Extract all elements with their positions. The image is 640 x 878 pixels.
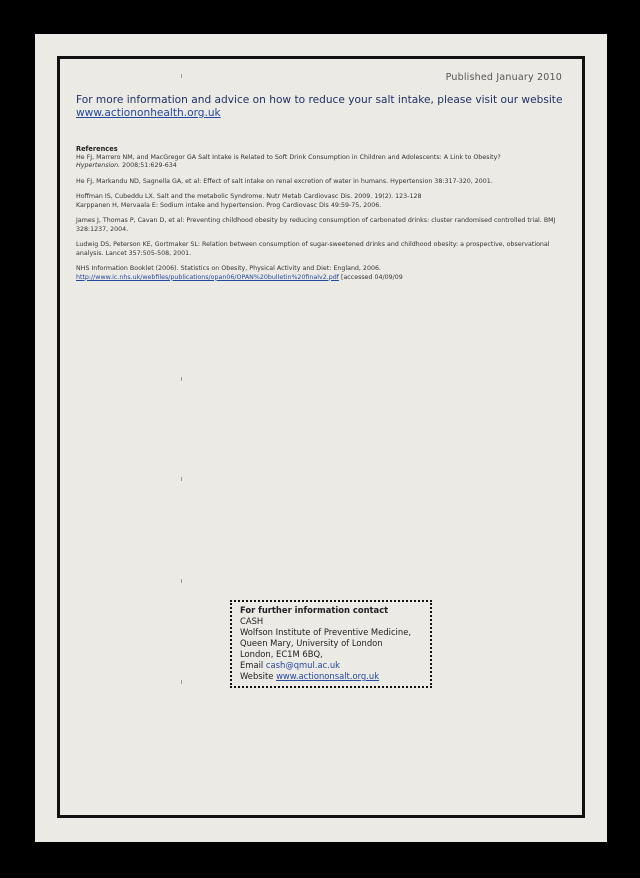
contact-box: [230, 600, 432, 688]
reference-item: James J, Thomas P, Cavan D, et al: Preventing childhood obesity by reducing consumption of carbonated drinks: cluster randomised controlled trial. BMJ 328:1237, 2004.: [76, 217, 556, 233]
contact-website-link[interactable]: www.actiononsalt.org.uk: [276, 671, 380, 681]
fold-mark: [181, 377, 182, 381]
references-section: [76, 145, 571, 289]
reference-text: NHS Information Booklet (2006). Statistics on Obesity, Physical Activity and Diet: England, 2006.: [76, 265, 381, 272]
contact-city: London, EC1M 6BQ,: [240, 649, 323, 659]
reference-journal: Hypertension.: [76, 162, 121, 169]
contact-university: Queen Mary, University of London: [240, 638, 383, 648]
reference-item: [76, 154, 571, 171]
email-label: Email: [240, 660, 264, 670]
website-link[interactable]: www.actiononhealth.org.uk: [76, 107, 221, 119]
intro-text: For more information and advice on how to reduce your salt intake, please visit our website: [76, 94, 563, 106]
reference-details: 2008;51:629-634: [122, 162, 177, 169]
reference-text: He FJ, Marrero NM, and MacGregor GA Salt Intake is Related to Soft Drink Consumption in Children and Adolescents: A Link to Obesity?: [76, 153, 501, 161]
email-link[interactable]: cash@qmul.ac.uk: [265, 660, 341, 670]
contact-website-line: [240, 671, 422, 682]
contact-institute: Wolfson Institute of Preventive Medicine,: [240, 627, 412, 637]
website-label: Website: [240, 671, 274, 681]
intro-paragraph: [76, 94, 566, 120]
fold-mark: [181, 74, 182, 78]
fold-mark: [181, 477, 182, 481]
reference-item: [76, 265, 571, 282]
reference-item: Hoffman IS, Cubeddu LX. Salt and the metabolic Syndrome. Nutr Metab Cardiovasc Dis. 2009. 19(2). 123-128: [76, 193, 422, 200]
fold-mark: [181, 680, 182, 684]
contact-heading: For further information contact: [240, 605, 389, 615]
contact-org: CASH: [240, 616, 264, 626]
reference-item: Karppanen H, Mervaala E: Sodium intake and hypertension. Prog Cardiovasc Dis 49:59-75, 2006.: [76, 201, 382, 209]
reference-item: Ludwig DS, Peterson KE, Gortmaker SL: Relation between consumption of sugar-sweetened drinks and childhood obesity: a prospective, observational analysis. Lancet 357:505-508, 2001.: [76, 241, 550, 257]
document-page: [35, 34, 607, 842]
contact-email-line: [240, 660, 422, 671]
reference-link[interactable]: http://www.ic.nhs.uk/webfiles/publications/opan06/OPAN%20bulletin%20finalv2.pdf: [76, 273, 339, 281]
fold-mark: [181, 579, 182, 583]
reference-item: He FJ, Markandu ND, Sagnella GA, et al: Effect of salt intake on renal excretion of water in humans. Hypertension 38:317-320, 2001.: [76, 177, 493, 185]
published-date: Published January 2010: [445, 72, 562, 83]
reference-accessed: [accessed 04/09/09: [340, 273, 403, 281]
references-heading: References: [76, 145, 118, 153]
page-border: [57, 56, 585, 818]
